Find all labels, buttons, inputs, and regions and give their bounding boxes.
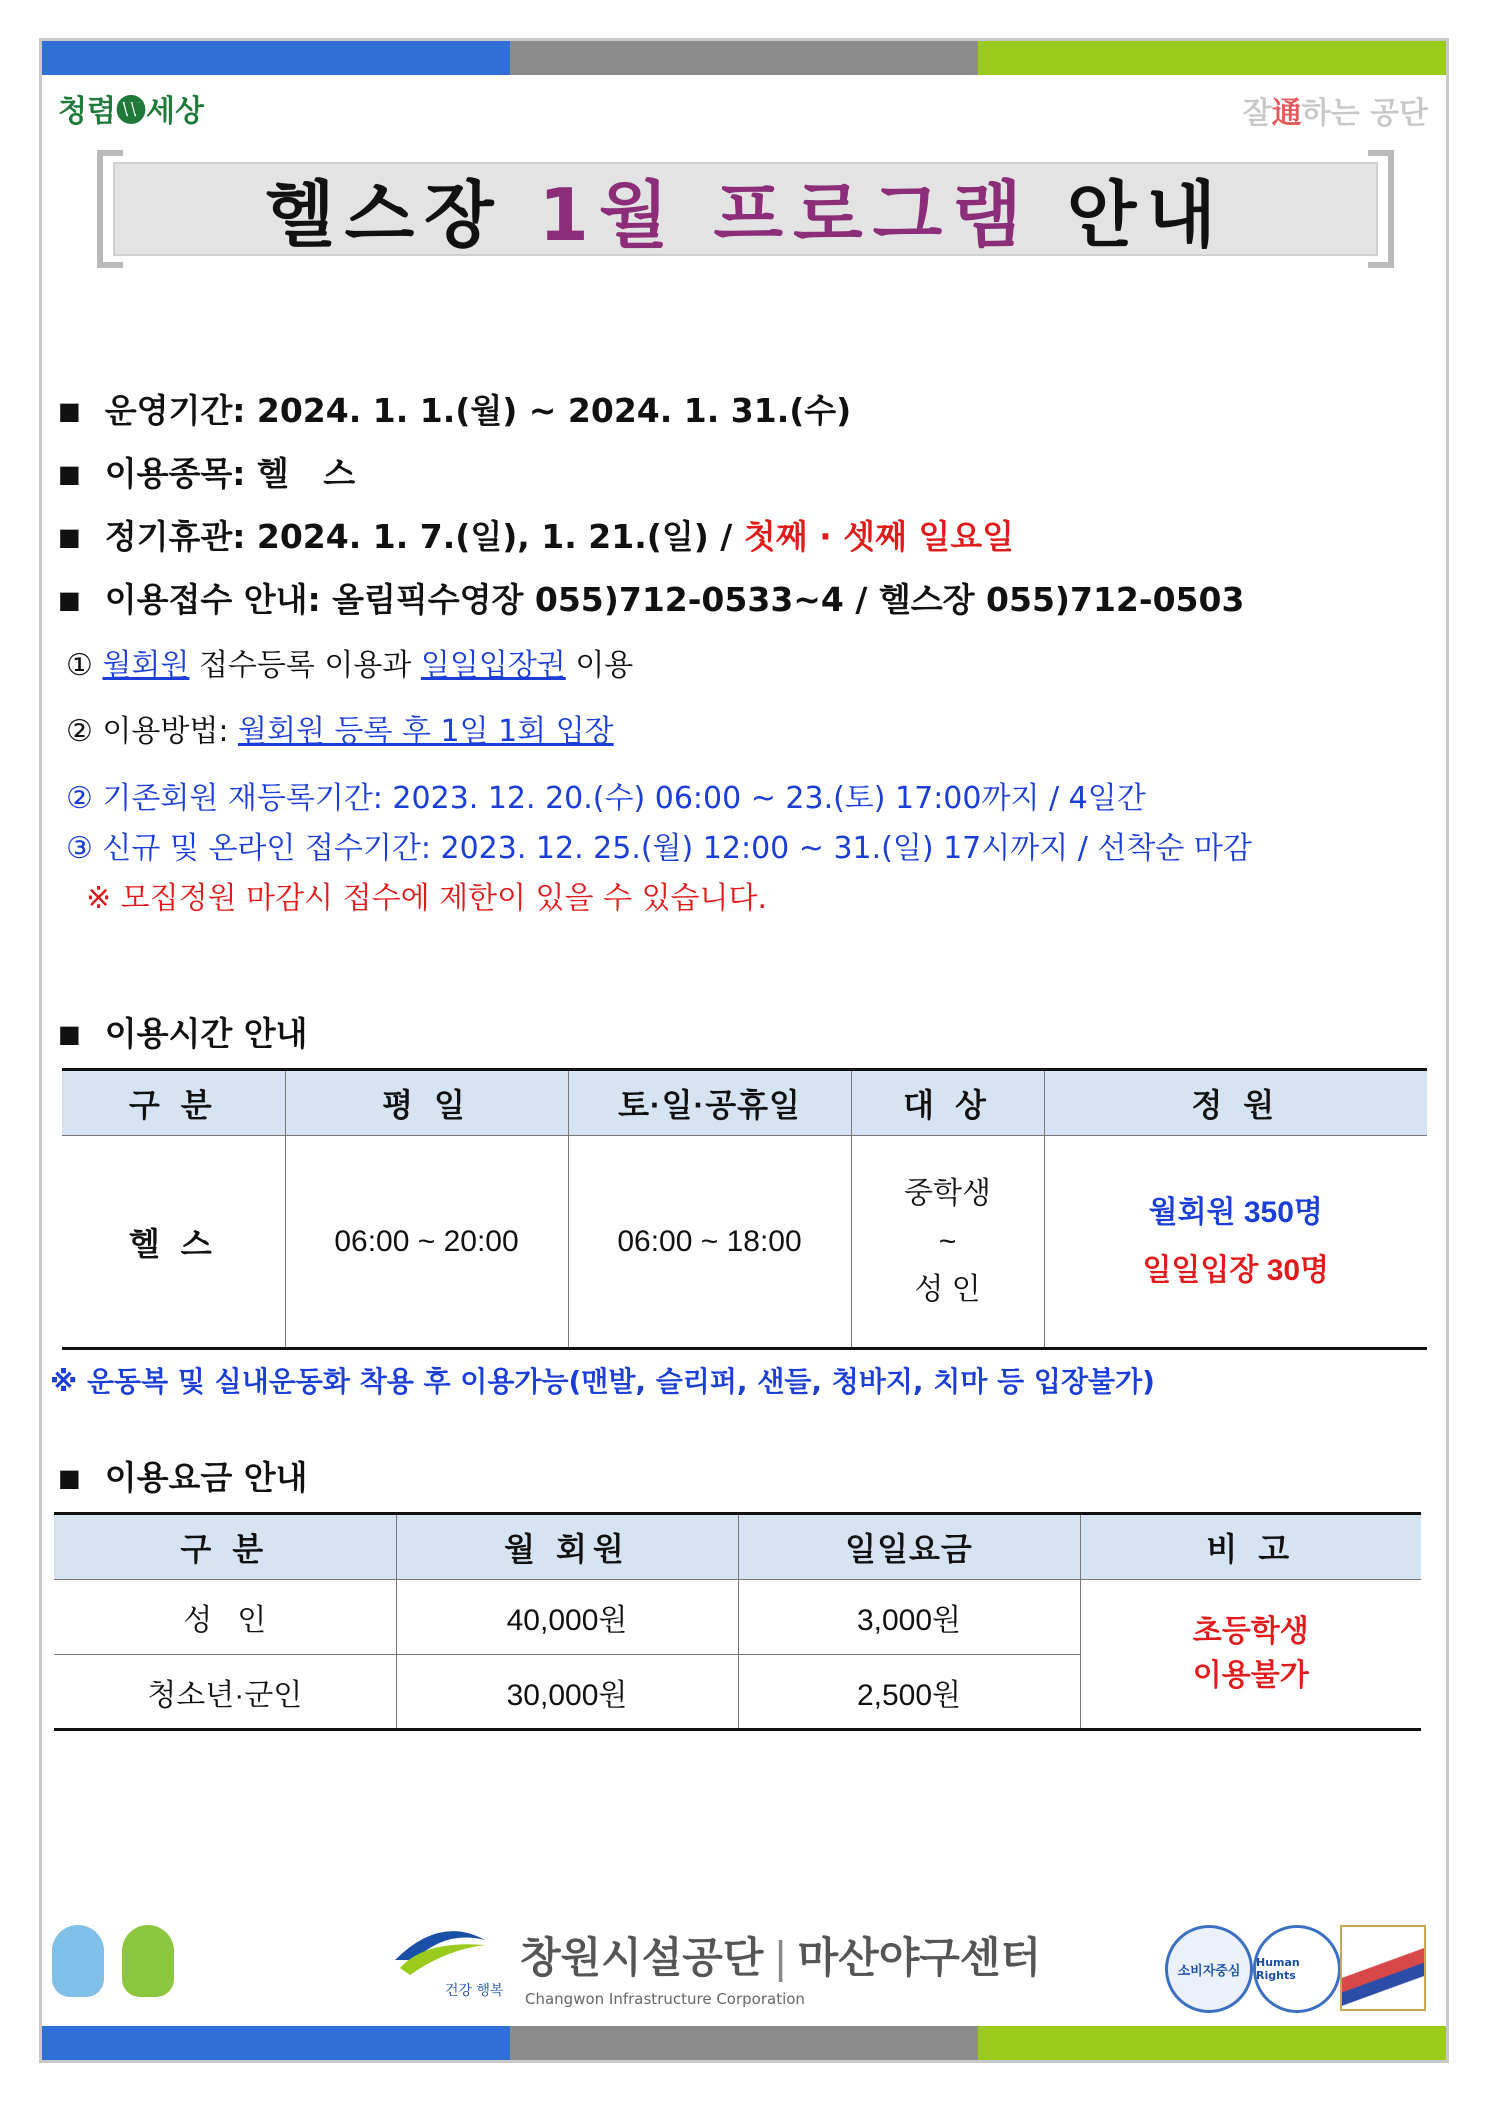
header-cell: 일일요금 — [738, 1514, 1080, 1580]
fee-monthly: 30,000원 — [396, 1655, 738, 1730]
consumer-centered-badge-icon: 소비자중심 — [1165, 1925, 1253, 2013]
usage-option-1: ① 월회원 접수등록 이용과 일일입장권 이용 — [66, 648, 634, 683]
header-cell: 월 회원 — [396, 1514, 738, 1580]
header-cell: 구 분 — [54, 1514, 396, 1580]
fee-category: 청소년·군인 — [54, 1655, 396, 1730]
fee-daily: 3,000원 — [738, 1580, 1080, 1655]
fee-daily: 2,500원 — [738, 1655, 1080, 1730]
title-banner — [97, 150, 1394, 268]
capacity-note: ※ 모집정원 마감시 접수에 제한이 있을 수 있습니다. — [86, 881, 768, 916]
table-row — [62, 1136, 1427, 1349]
hours-header-row — [62, 1070, 1427, 1136]
attire-note: ※ 운동복 및 실내운동화 착용 후 이용가능(맨발, 슬리퍼, 샌들, 청바지, 치마 등 입장불가) — [50, 1365, 1155, 1398]
operating-period: ■ 운영기간: 2024. 1. 1.(월) ~ 2024. 1. 31.(수) — [58, 391, 852, 430]
footer-organization: 창원시설공단 | 마산야구센터 — [520, 1933, 1042, 1982]
header-cell: 평 일 — [285, 1070, 568, 1136]
fee-monthly: 40,000원 — [396, 1580, 738, 1655]
program-name: 헬 스 — [62, 1136, 285, 1349]
bottom-color-bar — [42, 2026, 1446, 2060]
fees-header-row — [54, 1514, 1421, 1580]
mascot-green-icon — [122, 1925, 174, 1997]
weekday-hours: 06:00 ~ 20:00 — [285, 1136, 568, 1349]
fee-remark: 초등학생 이용불가 — [1080, 1580, 1421, 1730]
corporation-slogan-logo: 잘通하는 공단 — [1242, 96, 1428, 131]
mascot-blue-icon — [52, 1925, 104, 1997]
fee-category: 성 인 — [54, 1580, 396, 1655]
footer-organization-english: Changwon Infrastructure Corporation — [525, 1990, 805, 2008]
header-cell: 구 분 — [62, 1070, 285, 1136]
usage-method-link[interactable]: 월회원 등록 후 1일 1회 입장 — [238, 714, 614, 749]
daily-pass-link[interactable]: 일일입장권 — [420, 648, 566, 683]
header-cell: 정 원 — [1044, 1070, 1427, 1136]
weekend-hours: 06:00 ~ 18:00 — [568, 1136, 851, 1349]
hours-table — [62, 1068, 1427, 1350]
header-cell: 비 고 — [1080, 1514, 1421, 1580]
registration-contact: ■ 이용접수 안내: 올림픽수영장 055)712-0533~4 / 헬스장 055)712-0503 — [58, 580, 1245, 619]
hours-section-title: ■ 이용시간 안내 — [58, 1014, 308, 1053]
integrity-slogan-logo: 청렴🅦세상 — [58, 94, 204, 129]
table-row — [54, 1580, 1421, 1655]
regular-closure: ■ 정기휴관: 2024. 1. 7.(일), 1. 21.(일) / 첫째 · 셋째 일요일 — [58, 517, 1014, 556]
header-cell: 토·일·공휴일 — [568, 1070, 851, 1136]
page-title: 헬스장 1월 프로그램 안내 — [113, 162, 1378, 256]
changwon-corporation-logo-icon — [385, 1920, 504, 2010]
top-color-bar — [42, 41, 1446, 75]
usage-method: ② 이용방법: 월회원 등록 후 1일 1회 입장 — [66, 714, 614, 749]
svg-text:건강 행복: 건강 행복 — [445, 1983, 504, 1999]
capacity: 월회원 350명 일일입장 30명 — [1044, 1136, 1427, 1349]
service-certification-badge-icon — [1340, 1925, 1426, 2011]
target-age: 중학생 ~ 성 인 — [851, 1136, 1044, 1349]
fees-section-title: ■ 이용요금 안내 — [58, 1458, 308, 1497]
activity-type: ■ 이용종목: 헬 스 — [58, 454, 356, 493]
human-rights-badge-icon: Human Rights — [1253, 1925, 1341, 2013]
monthly-member-link[interactable]: 월회원 — [102, 648, 190, 683]
new-registration-period: ③ 신규 및 온라인 접수기간: 2023. 12. 25.(월) 12:00 ~ 31.(일) 17시까지 / 선착순 마감 — [66, 831, 1252, 866]
fees-table — [54, 1512, 1421, 1731]
header-cell: 대 상 — [851, 1070, 1044, 1136]
renewal-period: ② 기존회원 재등록기간: 2023. 12. 20.(수) 06:00 ~ 23.(토) 17:00까지 / 4일간 — [66, 781, 1146, 816]
